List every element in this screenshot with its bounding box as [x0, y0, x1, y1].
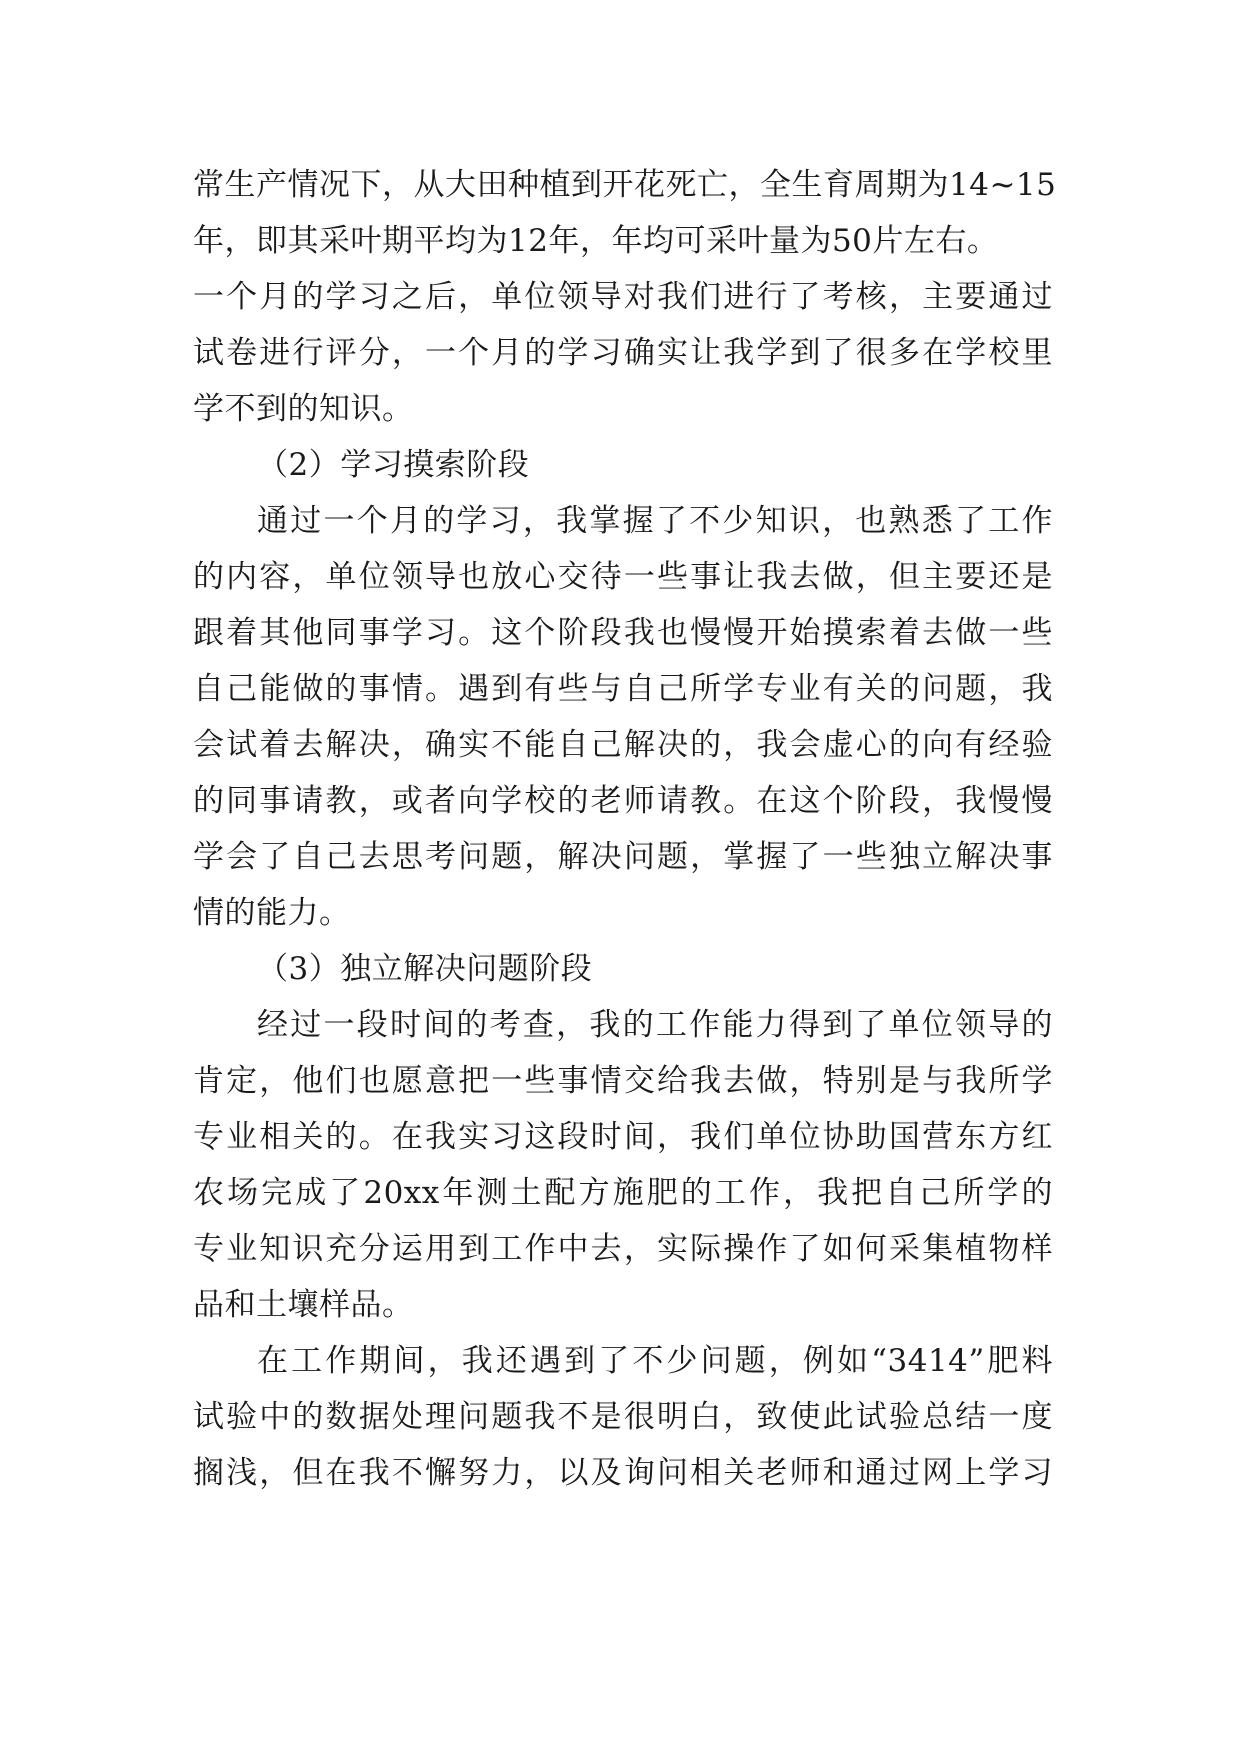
text-line-14: 情的能力。: [193, 895, 351, 931]
text-line-20: 专业知识充分运用到工作中去，实际操作了如何采集植物样: [193, 1231, 1053, 1267]
text-line-5: 学不到的知识。: [193, 391, 414, 427]
text-line-18: 专业相关的。在我实习这段时间，我们单位协助国营东方红: [193, 1119, 1053, 1155]
text-line-21: 品和土壤样品。: [193, 1287, 414, 1323]
text-line-1: 常生产情况下，从大田种植到开花死亡，全生育周期为14~15: [193, 167, 1057, 203]
text-line-13: 学会了自己去思考问题，解决问题，掌握了一些独立解决事: [193, 839, 1053, 875]
text-line-9: 跟着其他同事学习。这个阶段我也慢慢开始摸索着去做一些: [193, 615, 1053, 651]
text-line-2: 年，即其采叶期平均为12年，年均可采叶量为50片左右。: [193, 223, 999, 259]
text-line-8: 的内容，单位领导也放心交待一些事让我去做，但主要还是: [193, 559, 1053, 595]
text-line-4: 试卷进行评分，一个月的学习确实让我学到了很多在学校里: [193, 335, 1053, 371]
text-line-17: 肯定，他们也愿意把一些事情交给我去做，特别是与我所学: [193, 1063, 1053, 1099]
text-line-23: 试验中的数据处理问题我不是很明白，致使此试验总结一度: [193, 1399, 1053, 1435]
text-line-12: 的同事请教，或者向学校的老师请教。在这个阶段，我慢慢: [193, 783, 1053, 819]
text-line-19: 农场完成了20xx年测土配方施肥的工作，我把自己所学的: [193, 1175, 1053, 1211]
text-line-16: 经过一段时间的考查，我的工作能力得到了单位领导的: [257, 1007, 1053, 1043]
text-line-10: 自己能做的事情。遇到有些与自己所学专业有关的问题，我: [193, 671, 1053, 707]
text-line-11: 会试着去解决，确实不能自己解决的，我会虚心的向有经验: [193, 727, 1053, 763]
text-line-7: 通过一个月的学习，我掌握了不少知识，也熟悉了工作: [257, 503, 1053, 539]
text-line-24: 搁浅，但在我不懈努力，以及询问相关老师和通过网上学习: [193, 1455, 1053, 1491]
text-line-22: 在工作期间，我还遇到了不少问题，例如“3414”肥料: [257, 1343, 1053, 1379]
section-heading-2: （2）学习摸索阶段: [257, 447, 530, 483]
section-heading-3: （3）独立解决问题阶段: [257, 951, 593, 987]
text-line-3: 一个月的学习之后，单位领导对我们进行了考核，主要通过: [193, 279, 1053, 315]
